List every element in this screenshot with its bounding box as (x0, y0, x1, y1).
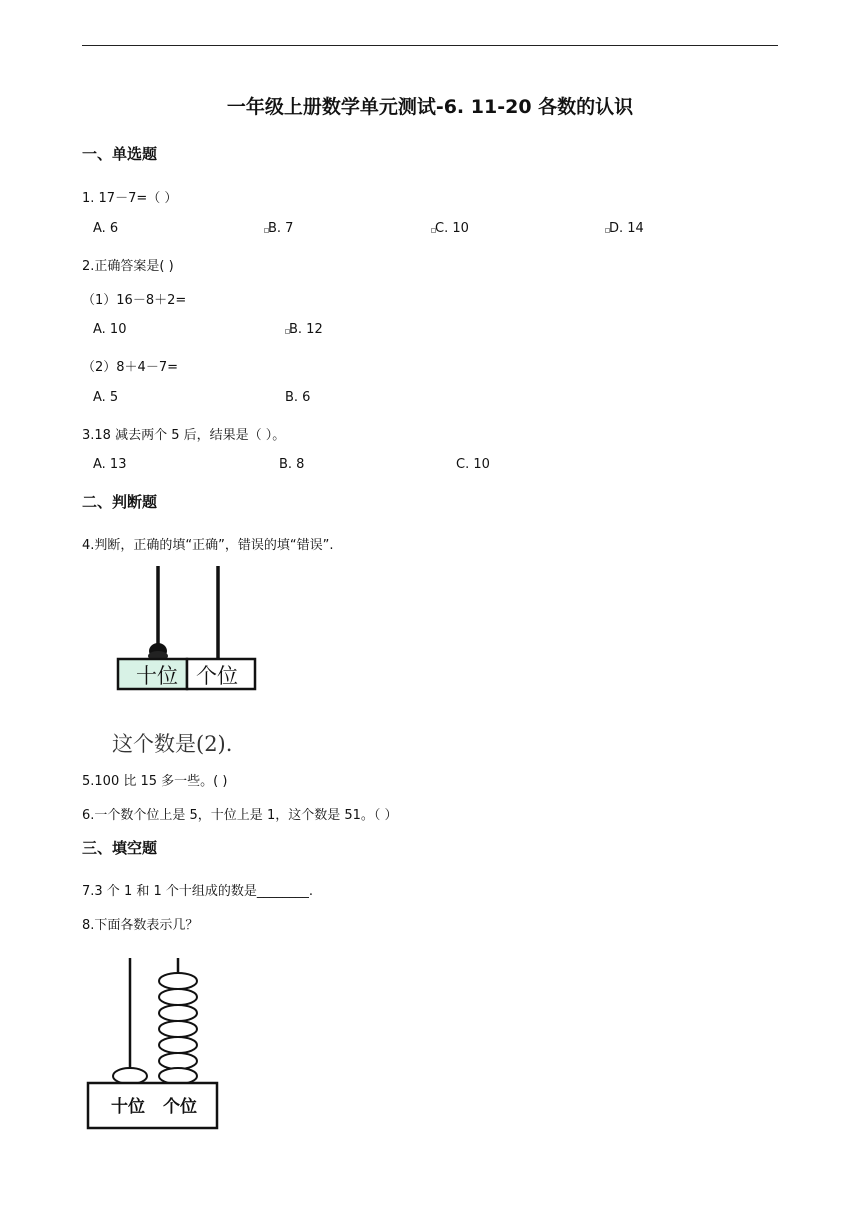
question-6-stem: 6.一个数个位上是 5，十位上是 1，这个数是 51。（ ） (82, 808, 398, 823)
question-1-option-c[interactable]: C. 10 (435, 221, 469, 236)
question-2-part-1: （1）16－8＋2= (82, 293, 187, 308)
abacus-label-ones: 个位 (196, 664, 238, 688)
abacus-bead (159, 1068, 197, 1084)
section-heading-true-false: 二、判断题 (82, 493, 158, 511)
question-1-option-a[interactable]: A. 6 (93, 221, 119, 236)
question-1-option-d[interactable]: D. 14 (609, 221, 644, 236)
question-3-stem: 3.18 减去两个 5 后，结果是（ ）。 (82, 428, 286, 443)
question-5-stem: 5.100 比 15 多一些。( ) (82, 774, 228, 789)
section-heading-fill-blank: 三、填空题 (82, 839, 158, 857)
abacus-label-ones: 个位 (163, 1097, 197, 1117)
abacus-figure-q8 (82, 952, 227, 1134)
question-4-caption: 这个数是(2). (112, 732, 233, 756)
abacus-bead (159, 1005, 197, 1021)
question-3-option-a[interactable]: A. 13 (93, 457, 127, 472)
question-1-option-b[interactable]: B. 7 (268, 221, 294, 236)
question-2-stem: 2.正确答案是( ) (82, 259, 174, 274)
abacus-bead (159, 1021, 197, 1037)
question-2-part-2-option-b[interactable]: B. 6 (285, 390, 311, 405)
abacus-base (88, 1083, 217, 1128)
question-8-stem: 8.下面各数表示几？ (82, 918, 199, 933)
header-rule (82, 45, 778, 46)
question-3-option-b[interactable]: B. 8 (279, 457, 305, 472)
question-2-part-2-option-a[interactable]: A. 5 (93, 390, 119, 405)
question-2-part-1-option-a[interactable]: A. 10 (93, 322, 127, 337)
abacus-bead (159, 989, 197, 1005)
abacus-label-tens: 十位 (136, 664, 178, 688)
abacus-figure-q4 (110, 562, 270, 694)
question-4-stem: 4.判断，正确的填“正确”，错误的填“错误”. (82, 538, 334, 553)
question-2-part-2: （2）8＋4－7= (82, 360, 178, 375)
abacus-label-tens: 十位 (111, 1097, 145, 1117)
abacus-bead (159, 1053, 197, 1069)
page-title: 一年级上册数学单元测试-6. 11-20 各数的认识 (226, 96, 634, 118)
abacus-bead (159, 1037, 197, 1053)
section-heading-single-choice: 一、单选题 (82, 145, 158, 163)
question-3-option-c[interactable]: C. 10 (456, 457, 490, 472)
question-2-part-1-option-b[interactable]: B. 12 (289, 322, 323, 337)
abacus-bead (113, 1068, 147, 1084)
abacus-bead (159, 973, 197, 989)
question-1-stem: 1. 17－7=（ ） (82, 191, 178, 206)
question-7-stem: 7.3 个 1 和 1 个十组成的数是________. (82, 884, 314, 899)
